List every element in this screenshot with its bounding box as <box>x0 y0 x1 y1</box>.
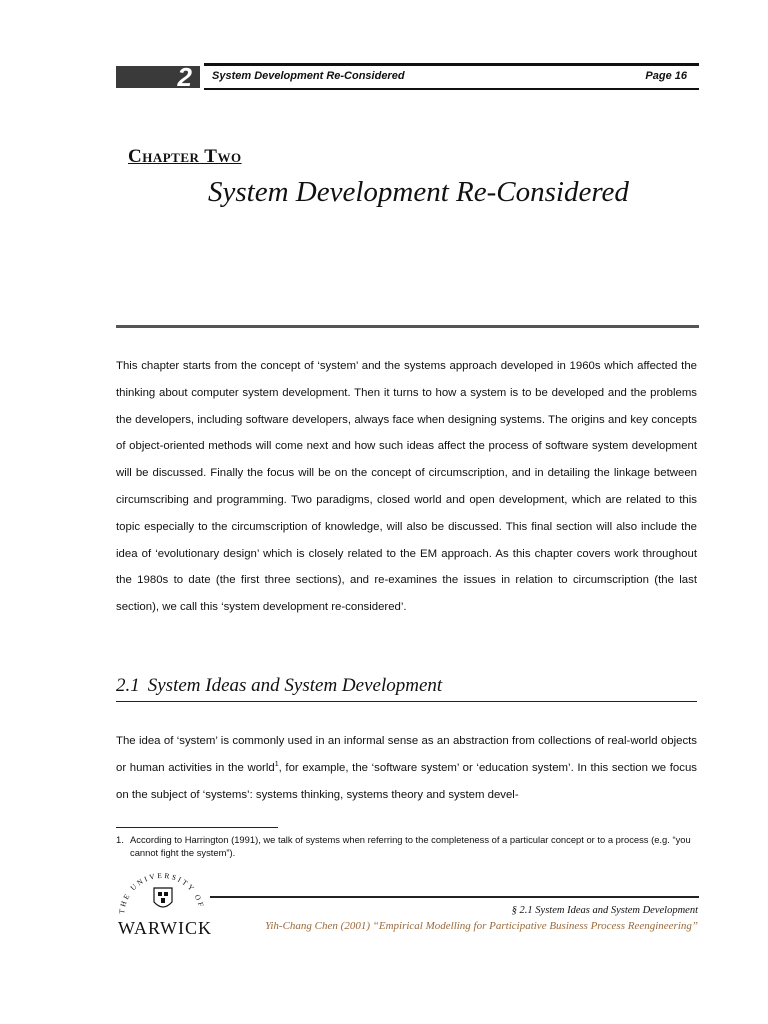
footer-rule <box>210 896 699 898</box>
chapter-label: Chapter Two <box>128 146 242 167</box>
footnote-reference[interactable]: 1 <box>274 761 279 768</box>
intro-paragraph: This chapter starts from the concept of ‘system’ and the systems approach developed in 1960s which affected the thinking about computer system development. Then it turns to how a system is to be developed and the problems the developers, including software developers, always face when designing systems. The origins and key concepts of object-oriented methods will come next and how such ideas affect the process of software system development will be discussed. Finally the focus will be on the concept of circumscription, and in detailing the linkage between circumscribing and programming. Two paradigms, closed world and open development, which are related to this topic especially to the circumscription of knowledge, will also be discussed. This final section will also include the idea of ‘evolutionary design’ which is closely related to the EM approach. As this chapter covers work throughout the 1980s to date (the first three sections), and re-examines the issues in relation to circumscription (the last section), we call this ‘system development re-considered’. <box>116 360 697 614</box>
university-logo <box>116 870 212 942</box>
footnote-number: 1. <box>116 834 124 845</box>
footnote-rule <box>116 827 278 828</box>
crest-icon <box>116 870 208 920</box>
header-top-rule <box>204 63 699 66</box>
section-title: System Ideas and System Development <box>147 675 443 696</box>
chapter-number: 2 <box>177 62 192 92</box>
section-text-part1: The idea of ‘system’ is commonly used in an informal sense as an abstraction from collections of real-world objects or human activities in the world <box>116 735 697 774</box>
section-heading <box>116 675 697 702</box>
footer-citation: Yih-Chang Chen (2001) “Empirical Modelling for Participative Business Process Reengineering” <box>265 920 698 932</box>
chapter-number-box <box>116 62 200 92</box>
header-title: System Development Re-Considered <box>212 70 405 82</box>
logo-name: WARWICK <box>118 918 212 938</box>
logo-arc-text: THE UNIVERSITY OF <box>116 870 207 915</box>
footer-section-ref: § 2.1 System Ideas and System Development <box>511 905 698 916</box>
section-number: 2.1 <box>116 675 140 696</box>
section-text-part2: , for example, the ‘software system’ or ‘education system’. In this section we focus on the subject of ‘systems’: systems thinking, systems theory and system devel- <box>116 761 697 801</box>
footnote-text: According to Harrington (1991), we talk of systems when referring to the completeness of a particular concept or to a process (e.g. “you cannot fight the system”). <box>130 834 691 858</box>
chapter-divider <box>116 325 699 328</box>
running-header <box>116 63 699 91</box>
page-number: Page 16 <box>645 70 687 82</box>
section-paragraph <box>116 728 697 808</box>
chapter-title: System Development Re-Considered <box>208 176 629 208</box>
footnote <box>116 834 700 859</box>
header-bottom-rule <box>204 88 699 90</box>
